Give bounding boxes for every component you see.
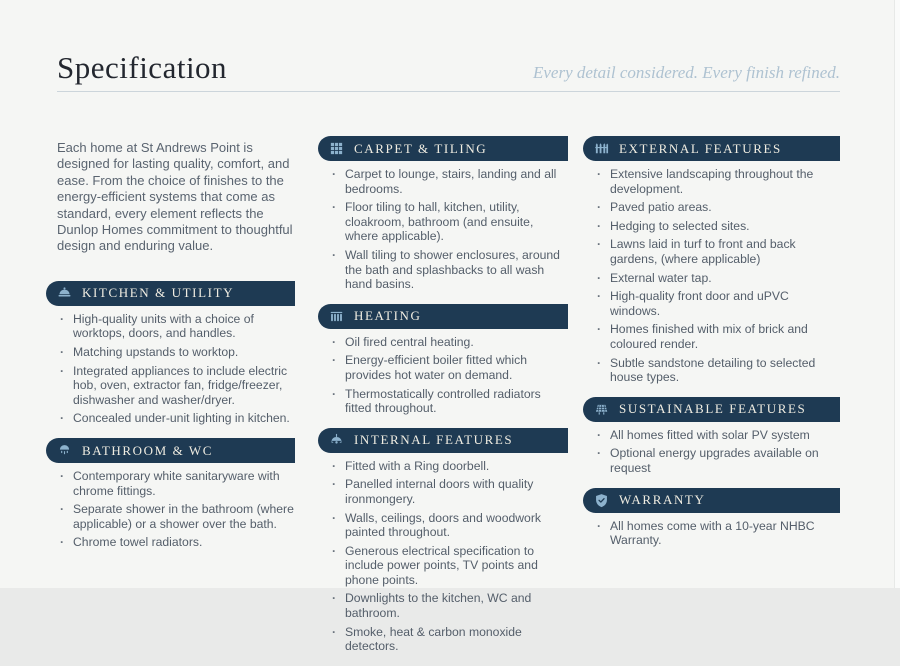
- list-item: · Separate shower in the bathroom (where applicable) or a shower over the bath.: [60, 502, 295, 531]
- list-item: · Contemporary white sanitaryware with chrome fittings.: [60, 469, 295, 498]
- list-item: · Concealed under-unit lighting in kitchen.: [60, 411, 295, 426]
- carpet-tiling-list: [318, 167, 568, 292]
- section-header-heating: [318, 304, 568, 329]
- section-header-internal-features: [318, 428, 568, 453]
- solar-panel-icon: [594, 402, 609, 417]
- sustainable-features-list: [583, 428, 840, 476]
- radiator-icon: [329, 309, 344, 324]
- fence-icon: [594, 141, 609, 156]
- section-header-carpet-tiling: [318, 136, 568, 161]
- list-item: · Optional energy upgrades available on request: [597, 446, 840, 475]
- list-item: · Energy-efficient boiler fitted which provides hot water on demand.: [332, 353, 568, 382]
- list-item: · Extensive landscaping throughout the development.: [597, 167, 840, 196]
- section-header-warranty: [583, 488, 840, 513]
- list-item: · Walls, ceilings, doors and woodwork painted throughout.: [332, 511, 568, 540]
- list-item: · Carpet to lounge, stairs, landing and all bedrooms.: [332, 167, 568, 196]
- column-1: [46, 136, 295, 562]
- list-item: · Panelled internal doors with quality ironmongery.: [332, 477, 568, 506]
- list-item: · High-quality front door and uPVC windows.: [597, 289, 840, 318]
- tile-grid-icon: [329, 141, 344, 156]
- list-item: · Smoke, heat & carbon monoxide detectors.: [332, 625, 568, 654]
- list-item: · Paved patio areas.: [597, 200, 840, 215]
- list-item: · High-quality units with a choice of worktops, doors, and handles.: [60, 312, 295, 341]
- column-2: [318, 136, 568, 666]
- list-item: · Downlights to the kitchen, WC and bathroom.: [332, 591, 568, 620]
- section-title: KITCHEN & UTILITY: [82, 285, 235, 301]
- shield-check-icon: [594, 493, 609, 508]
- page-header: [57, 50, 840, 86]
- list-item: · Wall tiling to shower enclosures, around the bath and splashbacks to all wash hand basins.: [332, 248, 568, 292]
- section-header-kitchen-utility: [46, 281, 295, 306]
- list-item: · Integrated appliances to include electric hob, oven, extractor fan, fridge/freezer, dishwasher and washer/dryer.: [60, 364, 295, 408]
- list-item: · Lawns laid in turf to front and back gardens, (where applicable): [597, 237, 840, 266]
- intro-paragraph: Each home at St Andrews Point is designed for lasting quality, comfort, and ease. From the choice of finishes to the energy-efficient systems that come as standard, every element reflects the Dunlop Homes commitment to thoughtful design and enduring value.: [57, 140, 293, 254]
- cloche-icon: [57, 286, 72, 301]
- section-header-sustainable-features: [583, 397, 840, 422]
- shower-icon: [57, 443, 72, 458]
- page-tagline: Every detail considered. Every finish refined.: [532, 63, 840, 82]
- list-item: · Floor tiling to hall, kitchen, utility, cloakroom, bathroom (and ensuite, where applicable).: [332, 200, 568, 244]
- section-title: SUSTAINABLE FEATURES: [619, 401, 807, 417]
- warranty-list: [583, 519, 840, 548]
- list-item: · Fitted with a Ring doorbell.: [332, 459, 568, 474]
- list-item: · Generous electrical specification to include power points, TV points and phone points.: [332, 544, 568, 588]
- list-item: · Hedging to selected sites.: [597, 219, 840, 234]
- bathroom-wc-list: [46, 469, 295, 550]
- heating-list: [318, 335, 568, 416]
- list-item: · All homes come with a 10-year NHBC Warranty.: [597, 519, 840, 548]
- external-features-list: [583, 167, 840, 385]
- section-header-bathroom-wc: [46, 438, 295, 463]
- list-item: · External water tap.: [597, 271, 840, 286]
- kitchen-utility-list: [46, 312, 295, 426]
- list-item: · Matching upstands to worktop.: [60, 345, 295, 360]
- internal-features-list: [318, 459, 568, 654]
- section-header-external-features: [583, 136, 840, 161]
- section-title: HEATING: [354, 308, 422, 324]
- columns: [46, 136, 900, 666]
- page-title: Specification: [57, 50, 228, 85]
- list-item: · All homes fitted with solar PV system: [597, 428, 840, 443]
- list-item: · Homes finished with mix of brick and coloured render.: [597, 322, 840, 351]
- list-item: · Thermostatically controlled radiators fitted throughout.: [332, 387, 568, 416]
- list-item: · Oil fired central heating.: [332, 335, 568, 350]
- section-title: WARRANTY: [619, 492, 706, 507]
- section-title: CARPET & TILING: [354, 140, 488, 156]
- section-title: BATHROOM & WC: [82, 442, 214, 458]
- list-item: · Chrome towel radiators.: [60, 535, 295, 550]
- pendant-light-icon: [329, 433, 344, 448]
- column-3: [583, 136, 840, 560]
- section-title: INTERNAL FEATURES: [354, 432, 514, 448]
- page-edge-strip: [894, 0, 900, 588]
- header-divider: [57, 91, 840, 92]
- section-title: EXTERNAL FEATURES: [619, 140, 782, 156]
- list-item: · Subtle sandstone detailing to selected house types.: [597, 356, 840, 385]
